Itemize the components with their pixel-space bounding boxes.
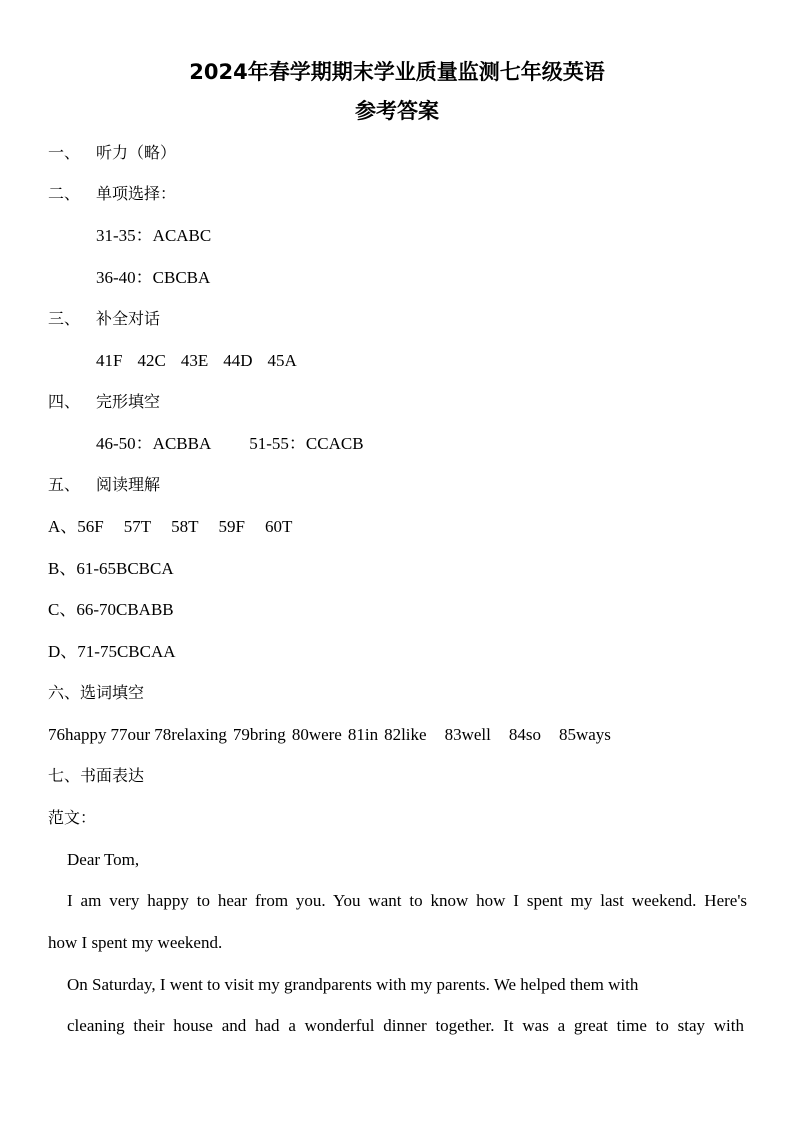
cloze-answers [96, 432, 364, 456]
section-label: 完形填空 [96, 392, 161, 411]
section-reading [48, 473, 160, 497]
answer-item: 83well [444, 725, 491, 744]
answer-item: 56F [77, 517, 104, 536]
document-subtitle: 参考答案 [355, 99, 439, 123]
answer-item: 43E [180, 351, 209, 370]
essay-paragraph-2-line-2: cleaning their house and had a wonderful dinner together. It was a great time to stay with [67, 1016, 744, 1035]
answer-item: 82like [384, 725, 427, 744]
answer-item: 79bring [232, 725, 286, 744]
answer-item: 77our [110, 725, 151, 744]
answer-item: 58T [171, 517, 199, 536]
section-writing: 七、书面表达 [48, 766, 145, 785]
answer-line: 36-40：CBCBA [96, 268, 211, 287]
section-number: 二、 [48, 184, 81, 203]
answer-item: 59F [218, 517, 245, 536]
answer-item: 57T [123, 517, 152, 536]
essay-paragraph-1-line-1: I am very happy to hear from you. You want to know how I spent my last weekend. Here's [67, 891, 747, 910]
answer-item: 78relaxing [154, 725, 227, 744]
essay-paragraph-1-line-2: how I spent my weekend. [48, 933, 223, 952]
section-single-choice [48, 182, 176, 206]
part-label: A、 [48, 517, 78, 536]
answer-item: 85ways [558, 725, 611, 744]
answer-item: 44D [223, 351, 253, 370]
sample-essay-label: 范文： [48, 808, 97, 827]
section-listening [48, 141, 176, 165]
document-title: 2024年春学期期末学业质量监测七年级英语 [189, 60, 605, 84]
answer-line: 31-35：ACABC [96, 226, 212, 245]
section-number: 四、 [48, 392, 81, 411]
section-cloze [48, 390, 160, 414]
section-number: 一、 [48, 143, 81, 162]
reading-part-a [48, 515, 292, 539]
section-number: 三、 [48, 309, 81, 328]
section-dialogue [48, 307, 160, 331]
reading-part-d: D、71-75CBCAA [48, 642, 176, 661]
answer-item: 84so [508, 725, 541, 744]
section-label: 单项选择： [96, 184, 177, 203]
answer-item: 60T [265, 517, 293, 536]
answer-item: 42C [137, 351, 166, 370]
answer-item: 80were [291, 725, 342, 744]
answer-item: 45A [267, 351, 297, 370]
essay-paragraph-2-line-1: On Saturday, I went to visit my grandparents with my parents. We helped them with [67, 975, 639, 994]
answer-item: 51-55：CCACB [249, 434, 364, 453]
section-label: 阅读理解 [96, 475, 161, 494]
reading-part-c: C、66-70CBABB [48, 600, 174, 619]
section-label: 补全对话 [96, 309, 161, 328]
answer-item: 76happy [48, 725, 107, 744]
word-fill-answers [48, 723, 611, 747]
essay-greeting: Dear Tom, [67, 850, 140, 869]
section-word-fill: 六、选词填空 [48, 683, 145, 702]
reading-part-b: B、61-65BCBCA [48, 559, 174, 578]
answer-item: 81in [347, 725, 379, 744]
dialogue-answers [96, 349, 297, 373]
answer-item: 46-50：ACBBA [96, 434, 212, 453]
answer-item: 41F [96, 351, 123, 370]
section-label: 听力（略） [96, 143, 177, 162]
section-number: 五、 [48, 475, 81, 494]
